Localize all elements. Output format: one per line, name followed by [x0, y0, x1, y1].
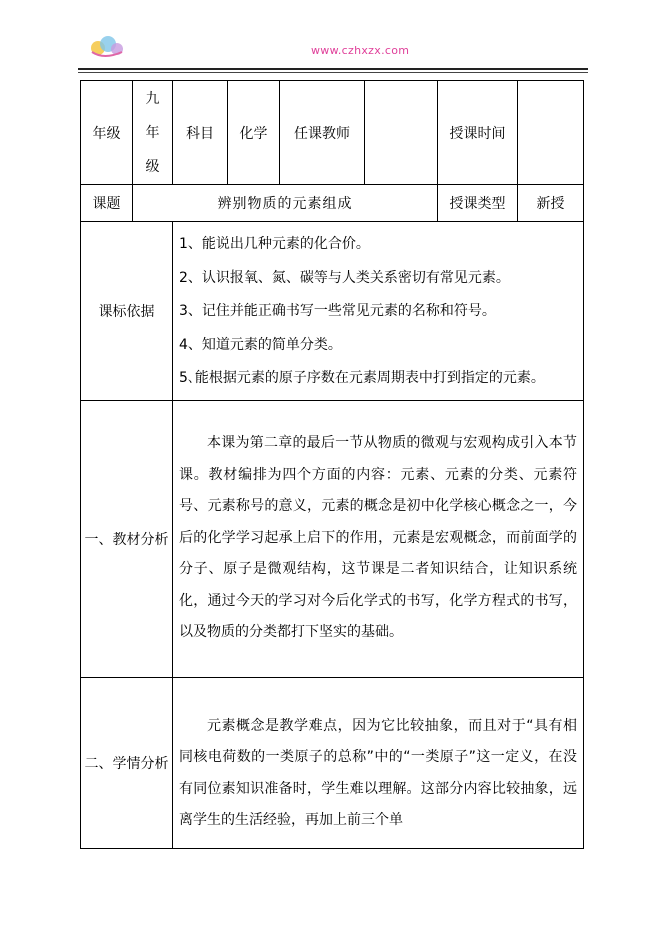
grade-label: 年级 [81, 81, 133, 185]
header-divider-thin [78, 72, 588, 73]
teacher-label: 任课教师 [280, 81, 365, 185]
student-analysis-text: 元素概念是教学难点，因为它比较抽象，而且对于“具有相同核电荷数的一类原子的总称”中的“一类原子”这一定义，在没有同位素知识准备时，学生难以理解。这部分内容比较抽象，远离学生的生活经验，再加上前三个单 [173, 677, 584, 848]
type-label: 授课类型 [438, 185, 518, 222]
student-analysis-label: 二、学情分析 [81, 677, 173, 848]
info-row [81, 81, 584, 185]
lesson-plan-table [80, 80, 584, 849]
topic-row [81, 185, 584, 222]
material-analysis-row [81, 400, 584, 677]
list-item: 5､能根据元素的原子序数在元素周期表中打到指定的元素。 [179, 370, 545, 386]
list-item: 3、记住并能正确书写一些常见元素的名称和符号。 [179, 303, 496, 319]
topic-title: 辨别物质的元素组成 [133, 185, 438, 222]
page-header [0, 0, 661, 72]
list-item: 2、认识报氧、氮、碳等与人类关系密切有常见元素。 [179, 269, 510, 286]
material-analysis-text: 本课为第二章的最后一节从物质的微观与宏观构成引入本节课。教材编排为四个方面的内容：元素、元素的分类、元素符号、元素称号的意义，元素的概念是初中化学核心概念之一，今后的化学学习起承上启下的作用，元素是宏观概念，而前面学的分子、原子是微观结构，这节课是二者知识结合，让知识系统化，通过今天的学习对今后化学式的书写，化学方程式的书写，以及物质的分类都打下坚实的基础。 [173, 400, 584, 677]
grade-value-char: 九 [145, 90, 160, 107]
standards-label: 课标依据 [81, 222, 173, 401]
teacher-value [365, 81, 438, 185]
grade-value-char: 年 [145, 124, 160, 141]
subject-label: 科目 [173, 81, 228, 185]
site-logo-icon [84, 28, 134, 64]
subject-value: 化学 [228, 81, 280, 185]
type-value: 新授 [518, 185, 584, 222]
list-item: 4、知道元素的简单分类。 [179, 336, 342, 353]
time-value [518, 81, 584, 185]
topic-label: 课题 [81, 185, 133, 222]
site-url[interactable]: www.czhxzx.com [311, 44, 410, 57]
grade-value-char: 级 [145, 158, 160, 175]
standards-row [81, 222, 584, 401]
time-label: 授课时间 [438, 81, 518, 185]
standards-list [173, 222, 584, 401]
material-analysis-label: 一、教材分析 [81, 400, 173, 677]
header-divider [78, 68, 588, 70]
student-analysis-row [81, 677, 584, 848]
grade-value [133, 81, 173, 185]
list-item: 1、能说出几种元素的化合价。 [179, 236, 370, 252]
